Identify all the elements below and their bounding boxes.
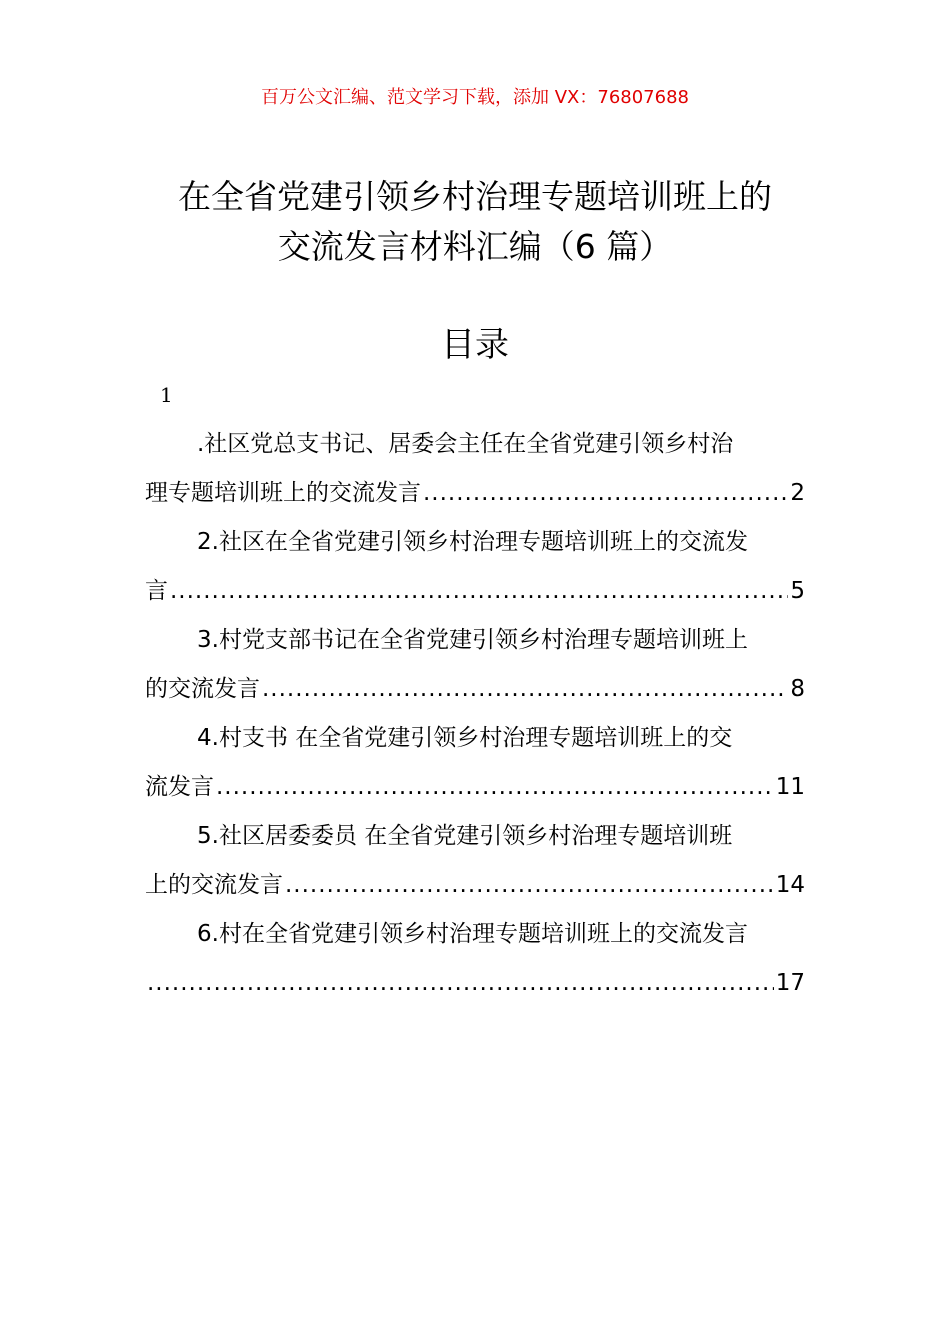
page-marker: 1: [160, 383, 173, 407]
toc-entry-title: 5.社区居委委员 在全省党建引领乡村治理专题培训班: [197, 823, 733, 849]
toc-dot-leader: [147, 959, 774, 1008]
toc-heading: 目录: [441, 325, 509, 365]
table-of-contents: [145, 420, 805, 1008]
toc-entry-title-cont: 上的交流发言: [145, 872, 283, 898]
toc-entry-title-cont: 言: [145, 578, 168, 604]
toc-entry-2[interactable]: [145, 518, 805, 616]
toc-entry-1[interactable]: [145, 420, 805, 518]
document-title-line-2: 交流发言材料汇编（6 篇）: [277, 227, 673, 266]
toc-dot-leader: [262, 665, 788, 714]
toc-entry-3[interactable]: [145, 616, 805, 714]
toc-entry-title: 3.村党支部书记在全省党建引领乡村治理专题培训班上: [197, 627, 748, 653]
toc-dot-leader: [285, 861, 774, 910]
toc-entry-title-cont: 理专题培训班上的交流发言: [145, 480, 421, 506]
toc-page-number: 2: [790, 480, 805, 506]
toc-page-number: 17: [775, 970, 805, 996]
toc-entry-title: 2.社区在全省党建引领乡村治理专题培训班上的交流发: [197, 529, 748, 555]
toc-page-number: 14: [775, 872, 805, 898]
document-title-line-1: 在全省党建引领乡村治理专题培训班上的: [178, 177, 772, 216]
toc-entry-title: 4.村支书 在全省党建引领乡村治理专题培训班上的交: [197, 725, 733, 751]
toc-entry-6[interactable]: [145, 910, 805, 1008]
toc-page-number: 8: [790, 676, 805, 702]
toc-entry-title-cont: 流发言: [145, 774, 214, 800]
toc-dot-leader: [170, 567, 788, 616]
toc-entry-title-cont: 的交流发言: [145, 676, 260, 702]
toc-page-number: 11: [775, 774, 805, 800]
watermark-text: 百万公文汇编、范文学习下载，添加 VX：76807688: [261, 87, 689, 108]
toc-page-number: 5: [790, 578, 805, 604]
toc-dot-leader: [423, 469, 788, 518]
document-title: [100, 172, 850, 272]
toc-entry-title: 6.村在全省党建引领乡村治理专题培训班上的交流发言: [197, 921, 748, 947]
toc-entry-5[interactable]: [145, 812, 805, 910]
toc-dot-leader: [216, 763, 774, 812]
toc-entry-4[interactable]: [145, 714, 805, 812]
toc-entry-title: .社区党总支书记、居委会主任在全省党建引领乡村治: [197, 431, 734, 457]
